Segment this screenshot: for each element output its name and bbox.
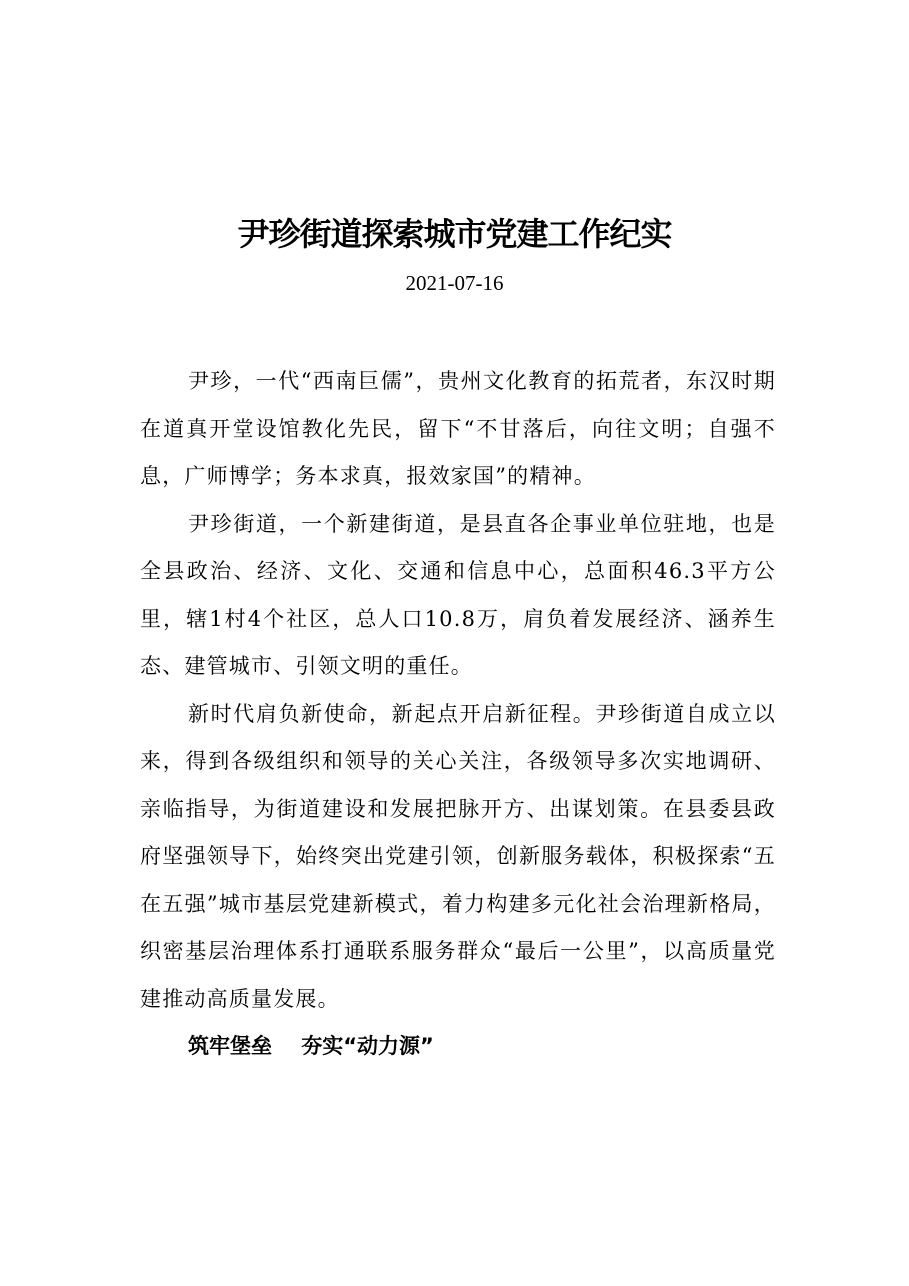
paragraph-mission: 新时代肩负新使命，新起点开启新征程。尹珍街道自成立以来，得到各级组织和领导的关心关注，各级领导多次实地调研、亲临指导，为街道建设和发展把脉开方、出谋划策。在县委县政府坚强领导下，始终突出党建引领，创新服务载体，积极探索“五在五强”城市基层党建新模式，着力构建多元化社会治理新格局，织密基层治理体系打通联系服务群众“最后一公里”，以高质量党建推动高质量发展。 <box>140 701 776 1011</box>
article-body <box>140 358 776 1071</box>
paragraph-overview: 尹珍街道，一个新建街道，是县直各企事业单位驻地，也是全县政治、经济、文化、交通和信息中心，总面积46.3平方公里，辖1村4个社区，总人口10.8万，肩负着发展经济、涵养生态、建管城市、引领文明的重任。 <box>140 511 776 678</box>
page-title: 尹珍街道探索城市党建工作纪实 <box>237 215 672 253</box>
paragraph-intro: 尹珍，一代“西南巨儒”，贵州文化教育的拓荒者，东汉时期在道真开堂设馆教化先民，留下“不甘落后，向往文明；自强不息，广师博学；务本求真，报效家国”的精神。 <box>140 369 776 488</box>
publish-date: 2021-07-16 <box>405 271 504 295</box>
section-heading: 筑牢堡垒 夯实“动力源” <box>188 1034 434 1058</box>
